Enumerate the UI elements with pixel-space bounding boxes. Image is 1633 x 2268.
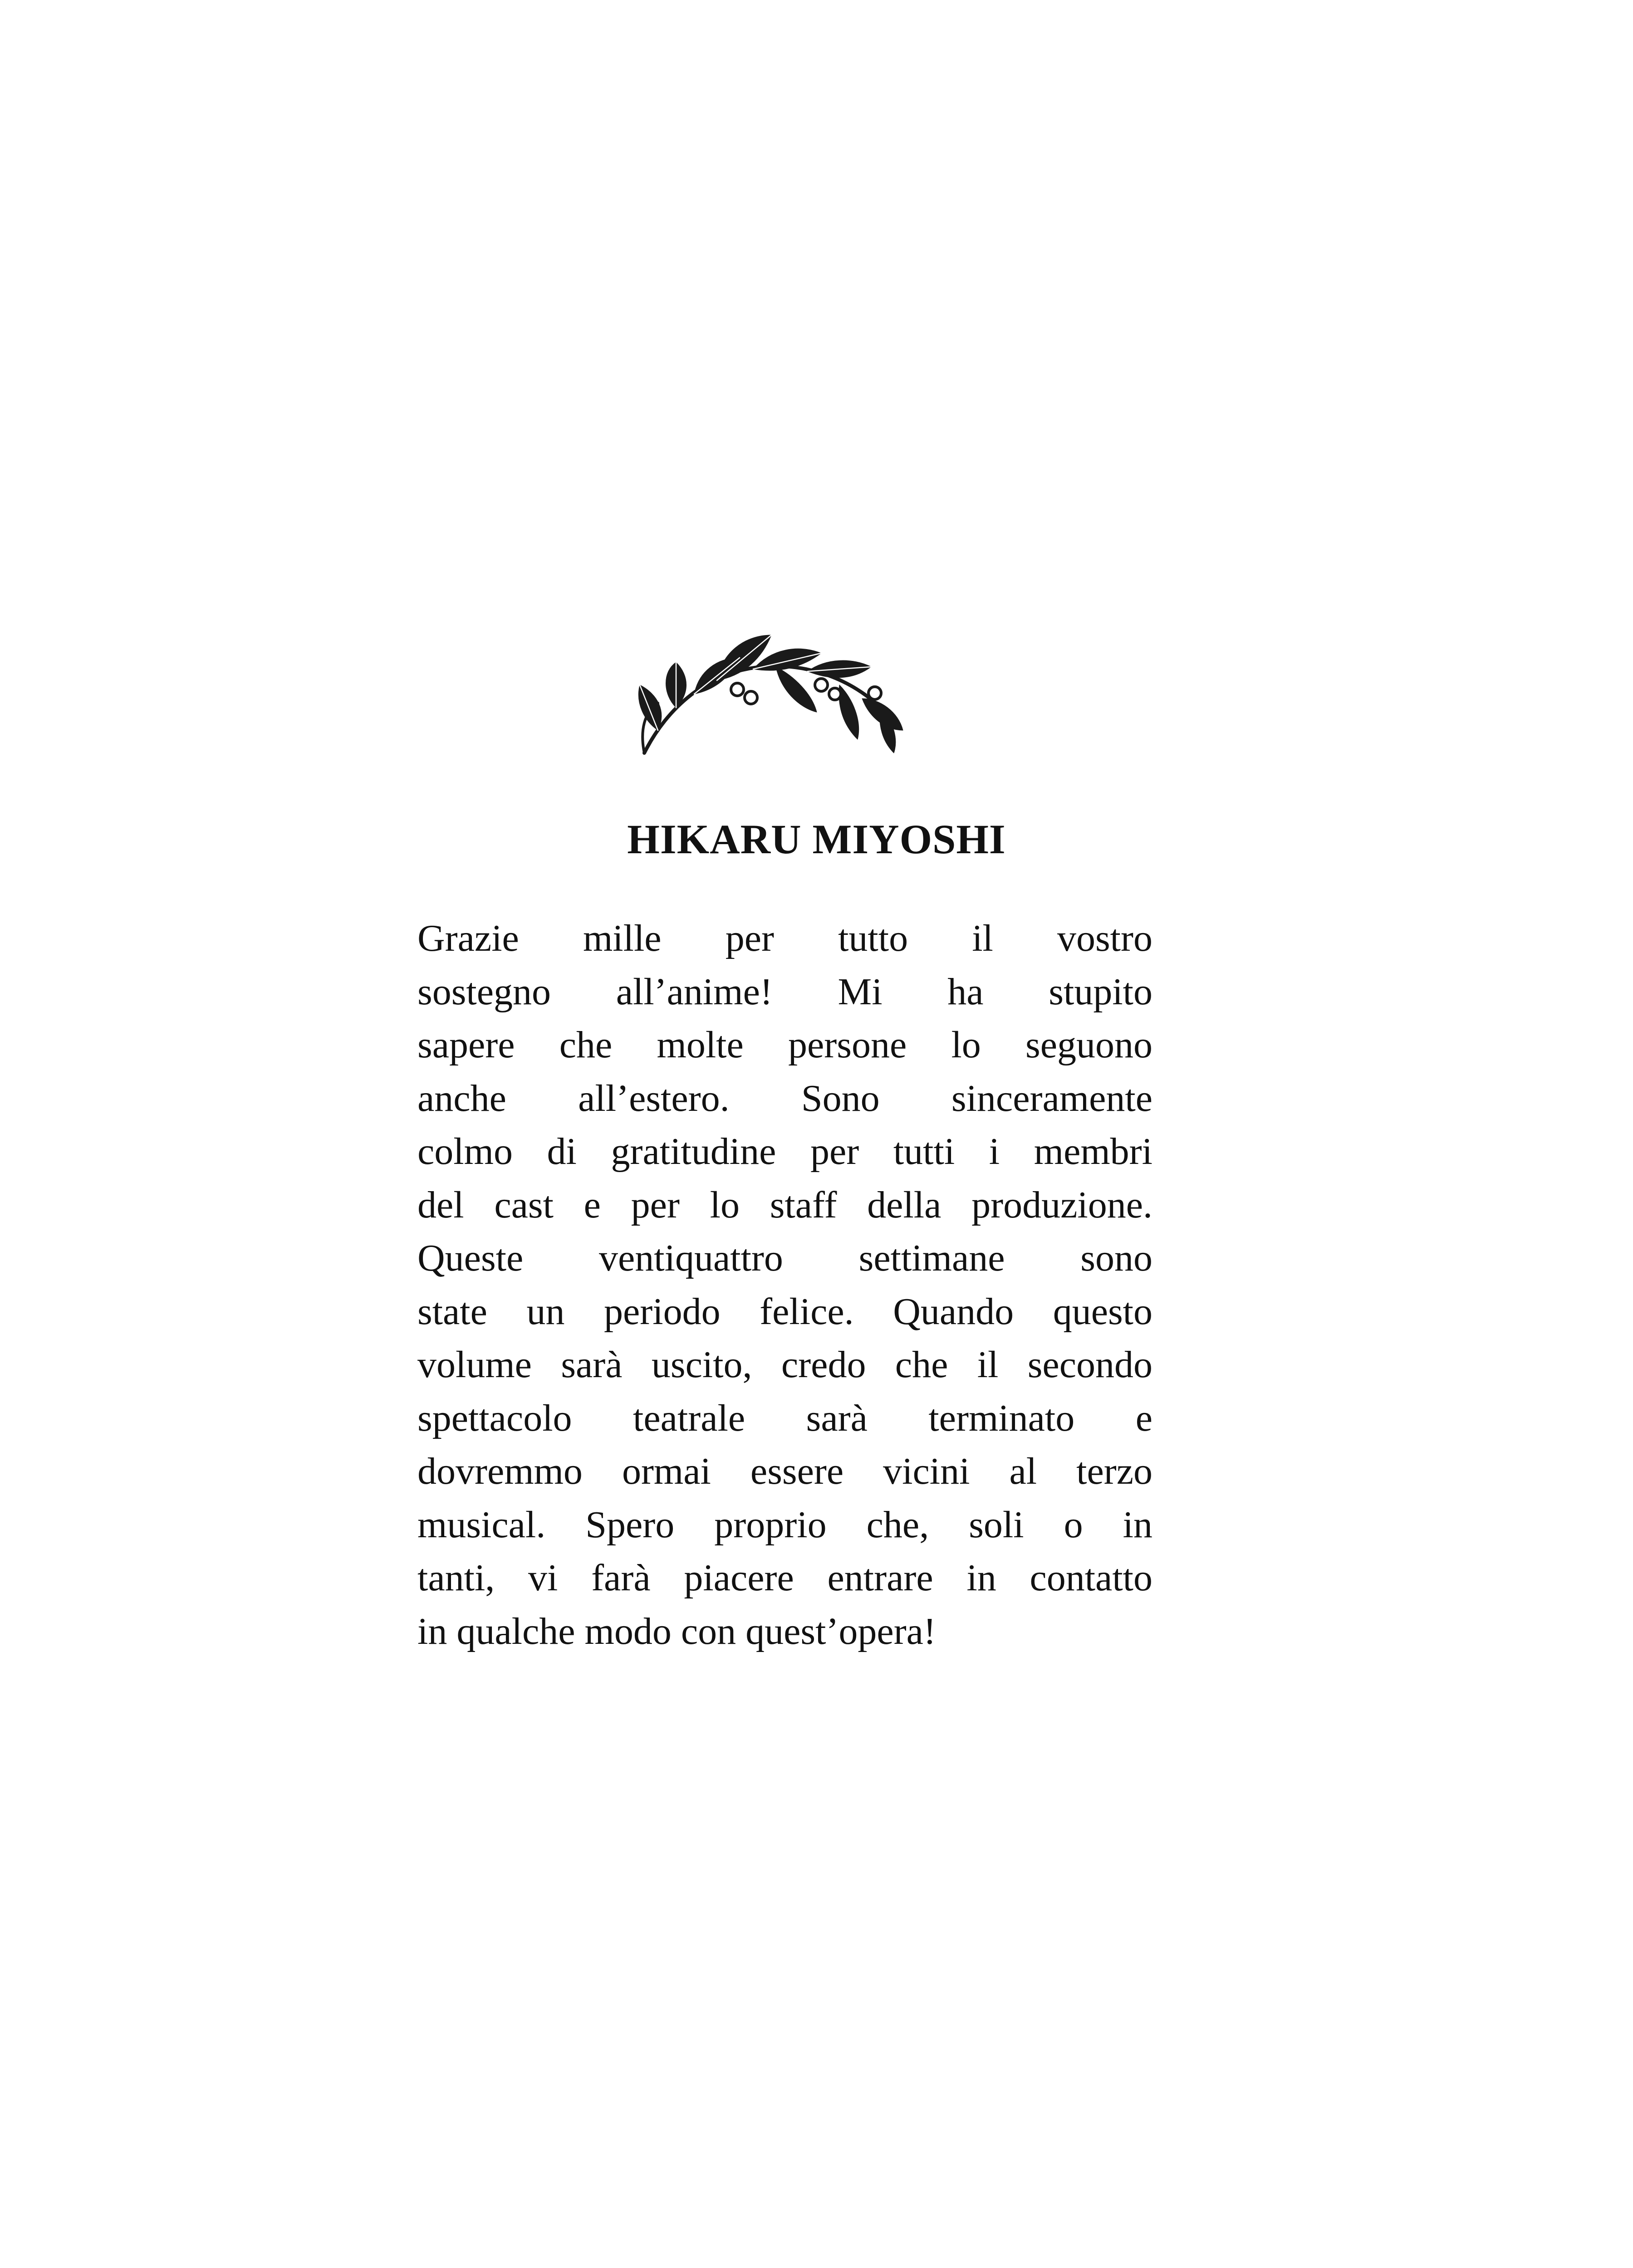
text-line: spettacolo teatrale sarà terminato e bbox=[417, 1397, 1152, 1439]
message-body bbox=[417, 912, 1152, 1658]
text-line: dovremmo ormai essere vicini al terzo bbox=[417, 1450, 1152, 1492]
author-name: HIKARU MIYOSHI bbox=[627, 816, 1006, 862]
text-line: in qualche modo con quest’opera! bbox=[417, 1610, 936, 1652]
text-line: colmo di gratitudine per tutti i membri bbox=[417, 1130, 1152, 1173]
text-line: Grazie mille per tutto il vostro bbox=[417, 917, 1152, 959]
text-line: tanti, vi farà piacere entrare in contatto bbox=[417, 1557, 1152, 1599]
text-line: Queste ventiquattro settimane sono bbox=[417, 1237, 1152, 1279]
text-line: anche all’estero. Sono sinceramente bbox=[417, 1077, 1152, 1119]
text-line: musical. Spero proprio che, soli o in bbox=[417, 1503, 1152, 1546]
text-line: volume sarà uscito, credo che il secondo bbox=[417, 1344, 1152, 1386]
laurel-branch-icon bbox=[626, 617, 917, 762]
text-line: sapere che molte persone lo seguono bbox=[417, 1024, 1152, 1066]
text-line: sostegno all’anime! Mi ha stupito bbox=[417, 970, 1152, 1013]
text-line: state un periodo felice. Quando questo bbox=[417, 1290, 1152, 1333]
text-line: del cast e per lo staff della produzione. bbox=[417, 1183, 1152, 1226]
